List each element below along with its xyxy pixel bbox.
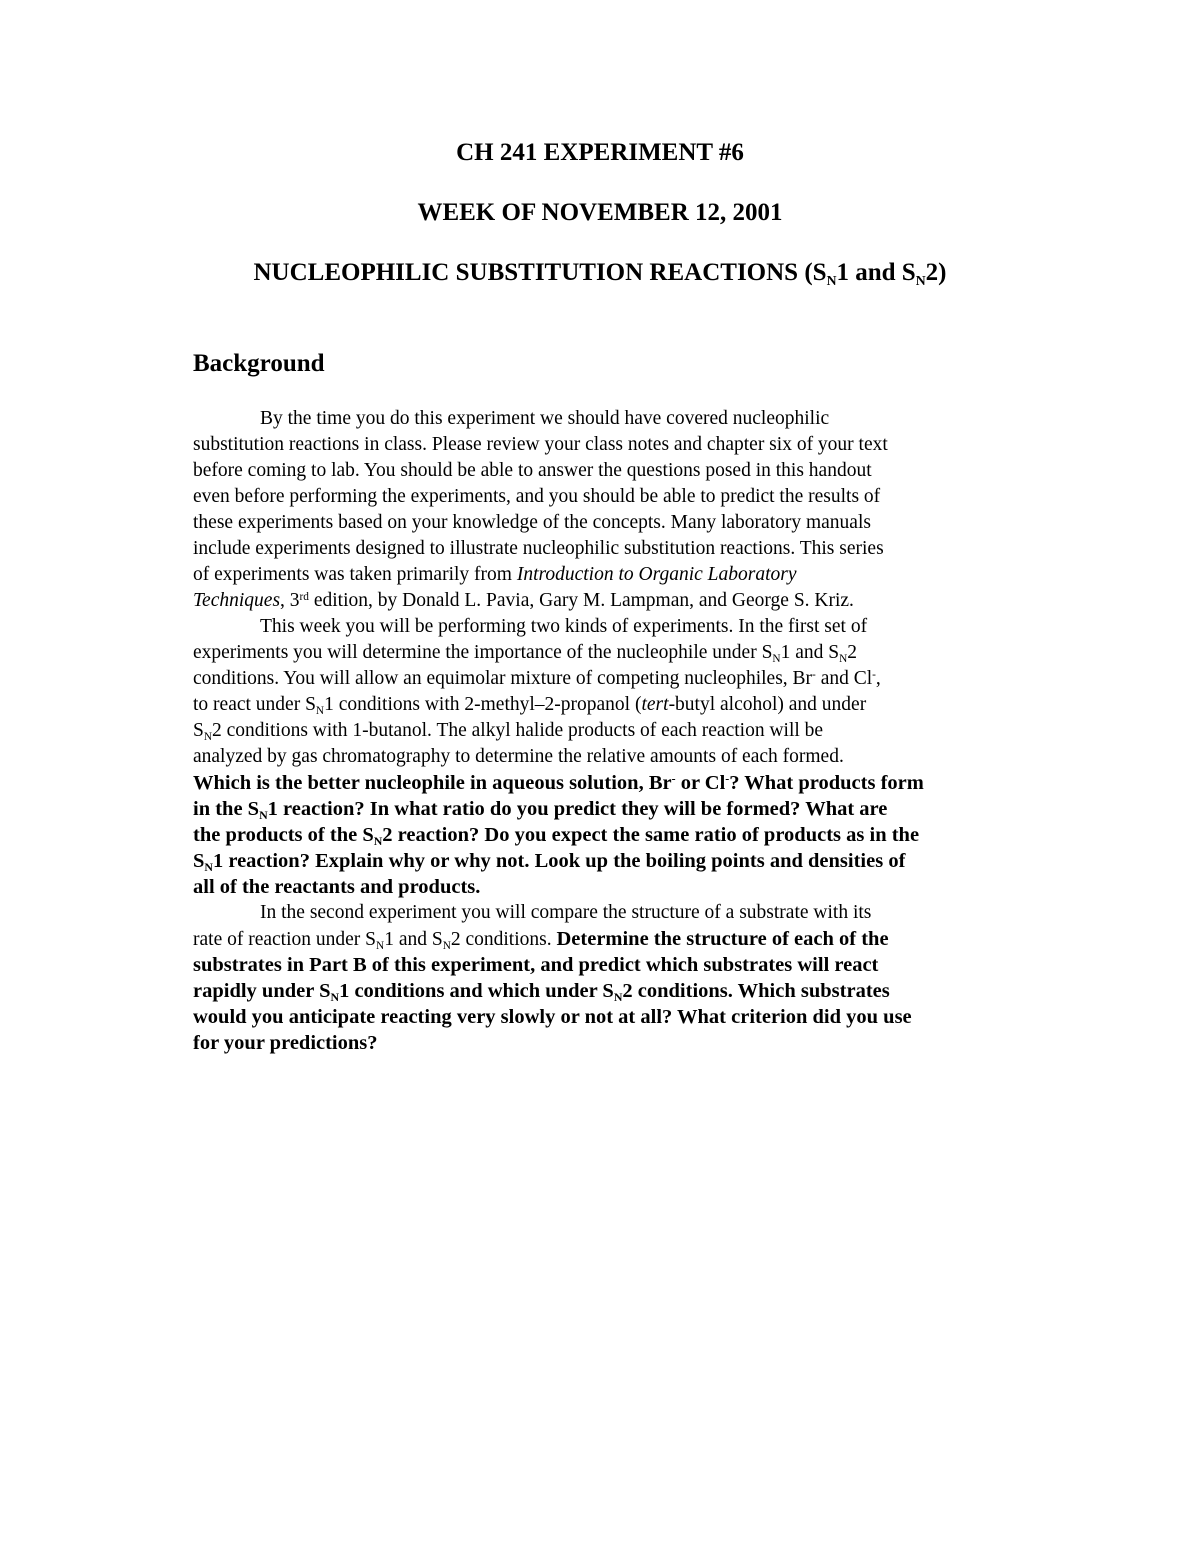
course-experiment-title: CH 241 EXPERIMENT #6 [456, 139, 744, 166]
question-line: substrates in Part B of this experiment, and predict which substrates will react [193, 954, 879, 976]
paragraph-line: these experiments based on your knowledge of the concepts. Many laboratory manuals [193, 512, 871, 533]
paragraph-line: $S_N2$ conditions with 1-butanol. The alkyl halide products of each reaction will be [193, 720, 824, 743]
paragraph-line: In the second experiment you will compare the structure of a substrate with its [260, 902, 872, 923]
background-heading: Background [193, 350, 325, 377]
book-title: Introduction to Organic Laboratory [516, 564, 797, 585]
paragraph-line: of experiments was taken primarily from Introduction to Organic Laboratory [193, 564, 797, 585]
paragraph-line: rate of reaction under $S_N1$ and $S_N2$ conditions. Determine the structure of each of the [193, 928, 889, 952]
week-date-title: WEEK OF NOVEMBER 12, 2001 [417, 199, 783, 226]
paragraph-line: analyzed by gas chromatography to determine the relative amounts of each formed. [193, 746, 844, 767]
question-line: Which is the better nucleophile in aqueous solution, Br- or Cl-? What products form [193, 771, 924, 794]
paragraph-line: before coming to lab. You should be able to answer the questions posed in this handout [193, 460, 872, 481]
question-line: rapidly under $S_N1$ conditions and which under $S_N2$ conditions. Which substrates [193, 980, 890, 1005]
question-line: in the $S_N1$ reaction? In what ratio do you predict they will be formed? What are [193, 798, 888, 823]
question-line: for your predictions? [193, 1032, 378, 1054]
experiment-topic-title: NUCLEOPHILIC SUBSTITUTION REACTIONS ($S_N1$ and $S_N2$) [253, 259, 947, 288]
paragraph-line: conditions. You will allow an equimolar mixture of competing nucleophiles, Br- and Cl-, [193, 668, 881, 689]
paragraph-line: experiments you will determine the importance of the nucleophile under $S_N1$ and $S_N2$ [193, 642, 858, 665]
question-line: all of the reactants and products. [193, 876, 481, 898]
question-line: would you anticipate reacting very slowly or not at all? What criterion did you use [193, 1006, 912, 1028]
paragraph-line: By the time you do this experiment we should have covered nucleophilic [260, 408, 830, 429]
paragraph-line: This week you will be performing two kinds of experiments. In the first set of [260, 616, 868, 637]
paragraph-line: Techniques, 3rd edition, by Donald L. Pavia, Gary M. Lampman, and George S. Kriz. [193, 590, 854, 611]
book-title-continued: Techniques [193, 590, 281, 611]
paragraph-line: even before performing the experiments, and you should be able to predict the results of [193, 486, 881, 507]
paragraph-line: include experiments designed to illustrate nucleophilic substitution reactions. This series [193, 538, 884, 559]
paragraph-line: substitution reactions in class. Please review your class notes and chapter six of your text [193, 434, 888, 455]
question-line: the products of the $S_N2$ reaction? Do you expect the same ratio of products as in the [193, 824, 920, 849]
paragraph-line: to react under $S_N1$ conditions with 2-methyl–2-propanol (tert-butyl alcohol) and under [193, 694, 867, 717]
question-line: $S_N1$ reaction? Explain why or why not. Look up the boiling points and densities of [193, 850, 906, 875]
